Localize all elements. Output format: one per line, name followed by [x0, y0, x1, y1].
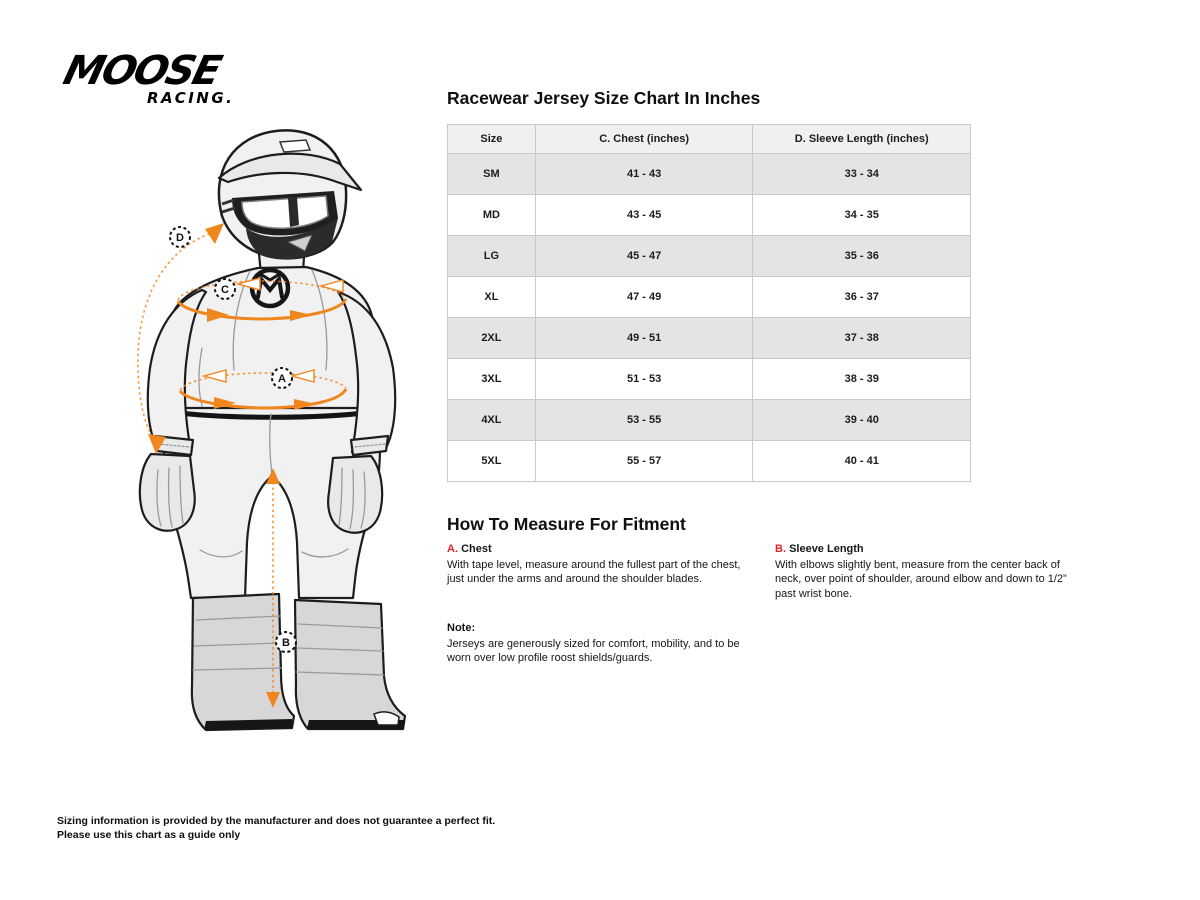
table-row	[448, 400, 971, 441]
table-row	[448, 277, 971, 318]
chest-cell: 45 - 47	[535, 236, 753, 277]
size-cell: 3XL	[448, 359, 536, 400]
rider-illustration	[52, 118, 432, 743]
measure-sleeve-label	[775, 542, 1081, 557]
sleeve-cell: 39 - 40	[753, 400, 971, 441]
measure-chest-text: With tape level, measure around the fullest part of the chest, just under the arms and around the shoulder blades.	[447, 558, 741, 585]
col-header-sleeve: D. Sleeve Length (inches)	[753, 125, 971, 154]
size-cell: XL	[448, 277, 536, 318]
moose-racing-logo	[55, 46, 255, 108]
brand-subname: RACING.	[147, 89, 235, 107]
disclaimer	[57, 814, 495, 842]
table-row	[448, 318, 971, 359]
sleeve-cell: 37 - 38	[753, 318, 971, 359]
measure-section-heading: How To Measure For Fitment	[447, 514, 686, 534]
disclaimer-line-2: Please use this chart as a guide only	[57, 829, 241, 841]
page-title: Racewear Jersey Size Chart In Inches	[447, 88, 761, 108]
chest-cell: 53 - 55	[535, 400, 753, 441]
size-cell: 5XL	[448, 441, 536, 482]
rider-boots	[192, 594, 405, 730]
table-row	[448, 359, 971, 400]
svg-text:B: B	[282, 637, 290, 649]
measure-label-c	[215, 279, 235, 299]
chest-cell: 51 - 53	[535, 359, 753, 400]
disclaimer-line-1: Sizing information is provided by the manufacturer and does not guarantee a perfect fit.	[57, 815, 496, 827]
measure-chest-block	[447, 542, 749, 587]
chest-cell: 55 - 57	[535, 441, 753, 482]
svg-text:C: C	[221, 284, 229, 296]
table-row	[448, 154, 971, 195]
table-header-row	[448, 125, 971, 154]
measure-sleeve-title: Sleeve Length	[789, 543, 864, 555]
measure-chest-label	[447, 542, 749, 557]
size-cell: 2XL	[448, 318, 536, 359]
chest-cell: 43 - 45	[535, 195, 753, 236]
col-header-chest: C. Chest (inches)	[535, 125, 753, 154]
helmet-vent	[280, 140, 310, 152]
measure-sleeve-letter: B.	[775, 543, 786, 555]
rider-helmet	[219, 130, 361, 259]
measure-chest-title: Chest	[461, 543, 492, 555]
measure-chest-letter: A.	[447, 543, 458, 555]
chest-cell: 49 - 51	[535, 318, 753, 359]
note-text: Jerseys are generously sized for comfort, mobility, and to be worn over low profile roost shields/guards.	[447, 637, 740, 664]
size-cell: SM	[448, 154, 536, 195]
svg-text:A: A	[278, 373, 286, 385]
brand-name: MOOSE	[59, 46, 225, 94]
note-block	[447, 621, 749, 666]
measure-label-a	[272, 368, 292, 388]
note-label: Note:	[447, 622, 476, 634]
table-row	[448, 441, 971, 482]
size-chart-table	[447, 124, 971, 482]
sleeve-cell: 33 - 34	[753, 154, 971, 195]
measure-sleeve-block	[775, 542, 1081, 601]
measure-label-b	[276, 632, 296, 652]
sleeve-cell: 35 - 36	[753, 236, 971, 277]
table-row	[448, 195, 971, 236]
measure-label-d	[170, 227, 190, 247]
sleeve-cell: 36 - 37	[753, 277, 971, 318]
measure-sleeve-text: With elbows slightly bent, measure from the center back of neck, over point of shoulder, around elbow and down to 1/2” past wrist bone.	[775, 558, 1067, 600]
table-row	[448, 236, 971, 277]
size-cell: LG	[448, 236, 536, 277]
sleeve-cell: 40 - 41	[753, 441, 971, 482]
chest-cell: 41 - 43	[535, 154, 753, 195]
sleeve-cell: 38 - 39	[753, 359, 971, 400]
col-header-size: Size	[448, 125, 536, 154]
size-cell: MD	[448, 195, 536, 236]
size-cell: 4XL	[448, 400, 536, 441]
chest-cell: 47 - 49	[535, 277, 753, 318]
svg-text:D: D	[176, 232, 184, 244]
sleeve-cell: 34 - 35	[753, 195, 971, 236]
